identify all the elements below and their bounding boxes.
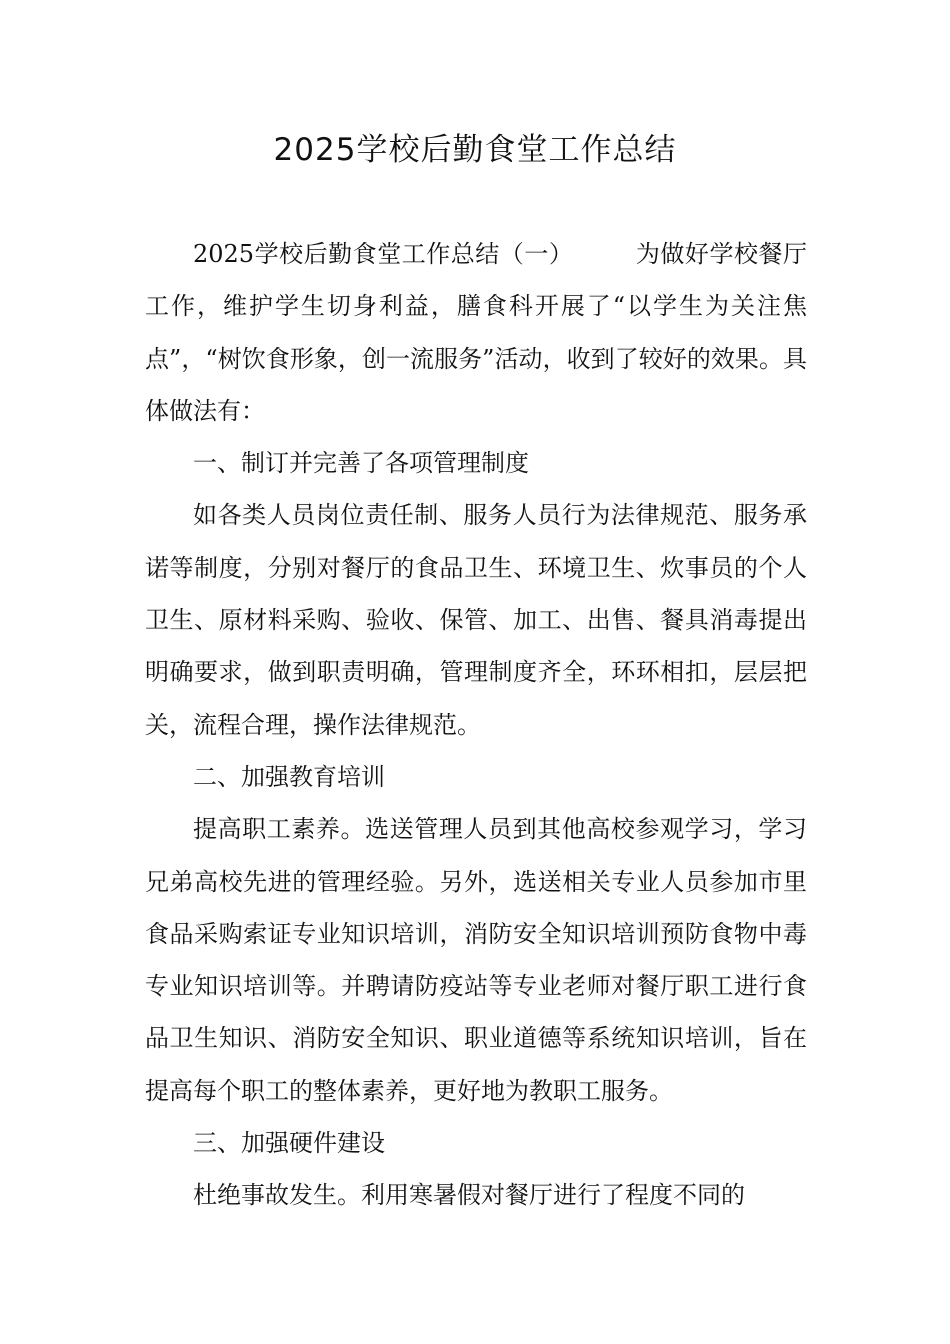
section-heading-2: 二、加强教育培训 [193,762,385,791]
intro-lead: 2025学校后勤食堂工作总结（一） [193,240,574,268]
section-heading-1: 一、制订并完善了各项管理制度 [193,449,529,478]
paragraph-intro [145,228,807,437]
section-heading-3: 三、加强硬件建设 [193,1129,385,1158]
document-body [145,228,807,1222]
paragraph-section-3: 杜绝事故发生。利用寒暑假对餐厅进行了程度不同的 [193,1181,745,1210]
paragraph-section-1: 如各类人员岗位责任制、服务人员行为法律规范、服务承诺等制度，分别对餐厅的食品卫生、环境卫生、炊事员的个人卫生、原材料采购、验收、保管、加工、出售、餐具消毒提出明确要求，做到职责明确，管理制度齐全，环环相扣，层层把关，流程合理，操作法律规范。 [145,501,807,739]
document-title: 2025学校后勤食堂工作总结 [273,132,677,168]
paragraph-section-2: 提高职工素养。选送管理人员到其他高校参观学习，学习兄弟高校先进的管理经验。另外，选送相关专业人员参加市里食品采购索证专业知识培训，消防安全知识培训预防食物中毒专业知识培训等。并聘请防疫站等专业老师对餐厅职工进行食品卫生知识、消防安全知识、职业道德等系统知识培训，旨在提高每个职工的整体素养，更好地为教职工服务。 [145,815,807,1105]
intro-text: 为做好学校餐厅工作，维护学生切身利益，膳食科开展了“以学生为关注焦点”，“树饮食形象，创一流服务”活动，收到了较好的效果。具体做法有： [145,240,807,425]
